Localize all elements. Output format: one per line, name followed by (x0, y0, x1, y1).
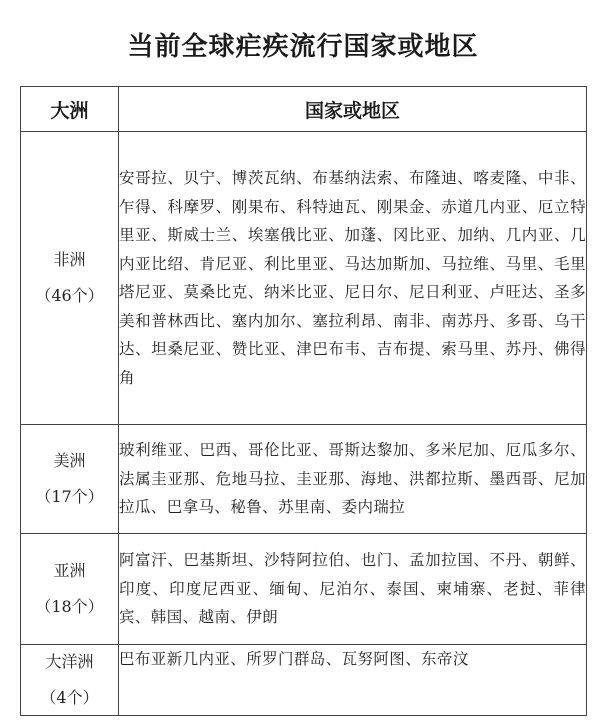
country-count: （18个） (35, 597, 104, 616)
table-header-row (21, 87, 587, 132)
continent-name: 大洋洲 (45, 652, 94, 671)
country-list: 阿富汗、巴基斯坦、沙特阿拉伯、也门、孟加拉国、不丹、朝鲜、印度、印度尼西亚、缅甸、尼泊尔、泰国、柬埔寨、老挝、菲律宾、韩国、越南、伊朗 (119, 534, 587, 645)
table-row-africa (21, 132, 587, 425)
continent-cell (21, 425, 119, 534)
country-count: （46个） (35, 286, 104, 305)
table-row-americas (21, 425, 587, 534)
continent-cell (21, 132, 119, 425)
continent-name: 非洲 (53, 250, 86, 269)
continent-cell (21, 645, 119, 716)
continent-name: 亚洲 (53, 561, 86, 580)
country-list: 玻利维亚、巴西、哥伦比亚、哥斯达黎加、多米尼加、厄瓜多尔、法属圭亚那、危地马拉、圭亚那、海地、洪都拉斯、墨西哥、尼加拉瓜、巴拿马、秘鲁、苏里南、委内瑞拉 (119, 425, 587, 534)
country-count: （4个） (40, 688, 99, 707)
table-row-oceania (21, 645, 587, 716)
continent-cell (21, 534, 119, 645)
malaria-country-table (20, 86, 587, 716)
header-countries: 国家或地区 (119, 87, 587, 132)
country-count: （17个） (35, 487, 104, 506)
country-list: 安哥拉、贝宁、博茨瓦纳、布基纳法索、布隆迪、喀麦隆、中非、乍得、科摩罗、刚果布、科特迪瓦、刚果金、赤道几内亚、厄立特里亚、斯威士兰、埃塞俄比亚、加蓬、冈比亚、加纳、几内亚、几内亚比绍、肯尼亚、利比里亚、马达加斯加、马拉维、马里、毛里塔尼亚、莫桑比克、纳米比亚、尼日尔、尼日利亚、卢旺达、圣多美和普林西比、塞内加尔、塞拉利昂、南非、南苏丹、多哥、乌干达、坦桑尼亚、赞比亚、津巴布韦、吉布提、索马里、苏丹、佛得角 (119, 132, 587, 425)
header-continent: 大洲 (21, 87, 119, 132)
continent-name: 美洲 (53, 451, 86, 470)
page-title: 当前全球疟疾流行国家或地区 (127, 32, 479, 62)
country-list: 巴布亚新几内亚、所罗门群岛、瓦努阿图、东帝汶 (119, 645, 587, 716)
table-row-asia (21, 534, 587, 645)
